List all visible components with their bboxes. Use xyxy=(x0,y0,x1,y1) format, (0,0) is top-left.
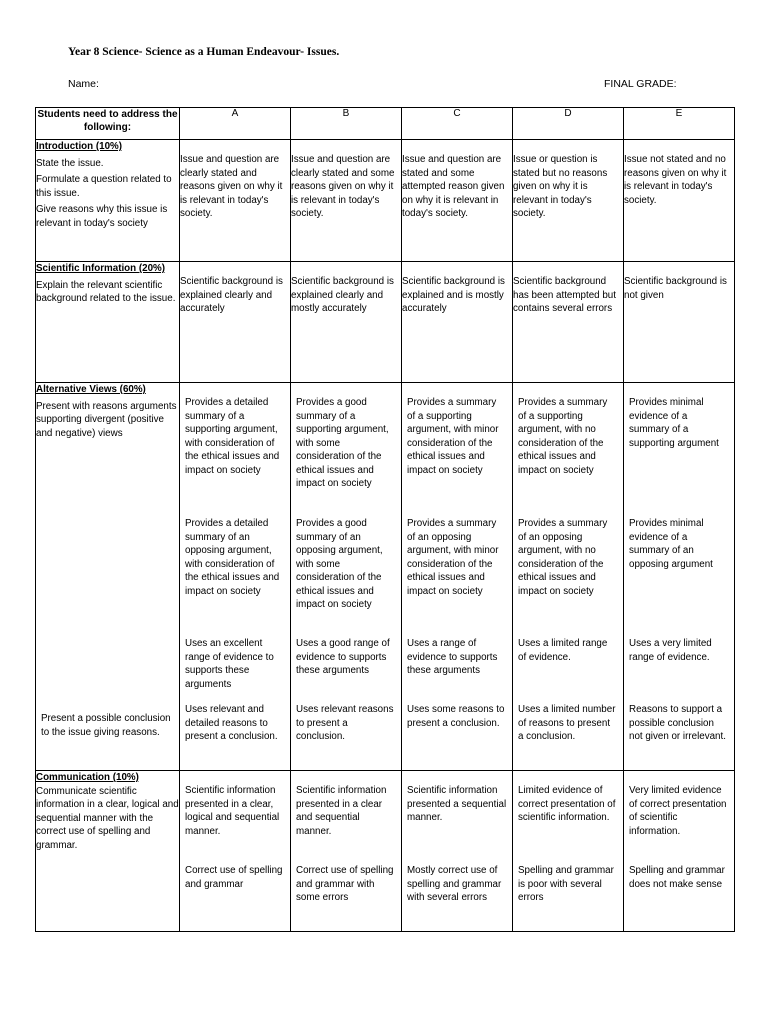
alternative-c xyxy=(402,383,513,771)
conclusion-b: Uses relevant reasons to present a conclusion. xyxy=(296,704,394,742)
conclusion-a: Uses relevant and detailed reasons to present a conclusion. xyxy=(185,704,278,742)
introduction-line-3: Give reasons why this issue is relevant in today's society xyxy=(36,204,168,229)
introduction-d: Issue or question is stated but no reasons given on why it is relevant in today's society. xyxy=(513,140,624,262)
communication-title: Communication (10%) xyxy=(36,772,139,783)
scientific-a: Scientific background is explained clearly and accurately xyxy=(180,262,291,383)
final-grade-label: FINAL GRADE: xyxy=(604,78,677,90)
introduction-line-2: Formulate a question related to this issue. xyxy=(36,174,172,199)
spelling-b: Correct use of spelling and grammar with some errors xyxy=(296,865,394,903)
alternative-d xyxy=(513,383,624,771)
evidence-b: Uses a good range of evidence to supports these arguments xyxy=(296,638,390,676)
grade-header-a: A xyxy=(180,108,291,140)
rubric-table xyxy=(35,107,735,932)
header-row xyxy=(36,108,735,140)
page-title: Year 8 Science- Science as a Human Endeavour- Issues. xyxy=(68,46,340,58)
alternative-criteria xyxy=(36,383,180,771)
supporting-d: Provides a summary of a supporting argument, with no consideration of the ethical issues and impact on society xyxy=(518,397,608,476)
scientific-criteria xyxy=(36,262,180,383)
grade-header-c: C xyxy=(402,108,513,140)
presentation-d: Limited evidence of correct presentation of scientific information. xyxy=(518,785,616,823)
supporting-a: Provides a detailed summary of a supporting argument, with consideration of the ethical issues and impact on society xyxy=(185,397,280,476)
supporting-e: Provides minimal evidence of a summary of a supporting argument xyxy=(629,397,719,449)
communication-criteria xyxy=(36,771,180,932)
grade-header-d: D xyxy=(513,108,624,140)
introduction-b: Issue and question are clearly stated and some reasons given on why it is relevant in today's society. xyxy=(291,140,402,262)
alternative-line-2: Present a possible conclusion to the issue giving reasons. xyxy=(41,713,171,738)
conclusion-d: Uses a limited number of reasons to present a conclusion. xyxy=(518,704,616,742)
spelling-e: Spelling and grammar does not make sense xyxy=(629,865,725,890)
opposing-a: Provides a detailed summary of an opposing argument, with consideration of the ethical issues and impact on society xyxy=(185,518,280,597)
spelling-d: Spelling and grammar is poor with several errors xyxy=(518,865,614,903)
alternative-row xyxy=(36,383,735,771)
introduction-a: Issue and question are clearly stated and reasons given on why it is relevant in today's society. xyxy=(180,140,291,262)
opposing-d: Provides a summary of an opposing argument, with no consideration of the ethical issues and impact on society xyxy=(518,518,608,597)
scientific-row xyxy=(36,262,735,383)
communication-e xyxy=(624,771,735,932)
supporting-b: Provides a good summary of a supporting argument, with some consideration of the ethical issues and impact on society xyxy=(296,397,389,489)
communication-b xyxy=(291,771,402,932)
presentation-e: Very limited evidence of correct presentation of scientific information. xyxy=(629,785,727,837)
spelling-c: Mostly correct use of spelling and grammar with several errors xyxy=(407,865,502,903)
evidence-e: Uses a very limited range of evidence. xyxy=(629,638,712,663)
communication-a xyxy=(180,771,291,932)
alternative-b xyxy=(291,383,402,771)
introduction-c: Issue and question are stated and some attempted reason given on why it is relevant in today's society. xyxy=(402,140,513,262)
introduction-e: Issue not stated and no reasons given on why it is relevant in today's society. xyxy=(624,140,735,262)
grade-header-e: E xyxy=(624,108,735,140)
scientific-c: Scientific background is explained and is mostly accurately xyxy=(402,262,513,383)
name-label: Name: xyxy=(68,78,99,90)
introduction-criteria xyxy=(36,140,180,262)
scientific-b: Scientific background is explained clearly and mostly accurately xyxy=(291,262,402,383)
introduction-line-1: State the issue. xyxy=(36,157,104,169)
scientific-d: Scientific background has been attempted but contains several errors xyxy=(513,262,624,383)
conclusion-c: Uses some reasons to present a conclusion. xyxy=(407,704,505,729)
criteria-header: Students need to address the following: xyxy=(36,108,180,140)
alternative-line-1: Present with reasons arguments supporting divergent (positive and negative) views xyxy=(36,400,177,439)
scientific-line-1: Explain the relevant scientific background related to the issue. xyxy=(36,279,176,304)
opposing-e: Provides minimal evidence of a summary of an opposing argument xyxy=(629,518,713,570)
presentation-b: Scientific information presented in a clear and sequential manner. xyxy=(296,785,387,837)
communication-d xyxy=(513,771,624,932)
presentation-a: Scientific information presented in a clear, logical and sequential manner. xyxy=(185,785,280,837)
alternative-a xyxy=(180,383,291,771)
communication-row xyxy=(36,771,735,932)
scientific-e: Scientific background is not given xyxy=(624,262,735,383)
introduction-row xyxy=(36,140,735,262)
evidence-c: Uses a range of evidence to supports these arguments xyxy=(407,638,498,676)
conclusion-e: Reasons to support a possible conclusion not given or irrelevant. xyxy=(629,704,726,742)
opposing-c: Provides a summary of an opposing argument, with minor consideration of the ethical issues and impact on society xyxy=(407,518,499,597)
communication-line-1: Communicate scientific information in a clear, logical and sequential manner with the correct use of spelling and grammar. xyxy=(36,785,179,851)
alternative-e xyxy=(624,383,735,771)
alternative-title: Alternative Views (60%) xyxy=(36,384,146,395)
introduction-title: Introduction (10%) xyxy=(36,141,122,152)
spelling-a: Correct use of spelling and grammar xyxy=(185,865,283,890)
communication-c xyxy=(402,771,513,932)
scientific-title: Scientific Information (20%) xyxy=(36,263,166,274)
evidence-a: Uses an excellent range of evidence to supports these arguments xyxy=(185,638,274,690)
grade-header-b: B xyxy=(291,108,402,140)
presentation-c: Scientific information presented a sequential manner. xyxy=(407,785,507,823)
opposing-b: Provides a good summary of an opposing argument, with some consideration of the ethical issues and impact on society xyxy=(296,518,383,610)
supporting-c: Provides a summary of a supporting argument, with minor consideration of the ethical issues and impact on society xyxy=(407,397,499,476)
evidence-d: Uses a limited range of evidence. xyxy=(518,638,608,663)
